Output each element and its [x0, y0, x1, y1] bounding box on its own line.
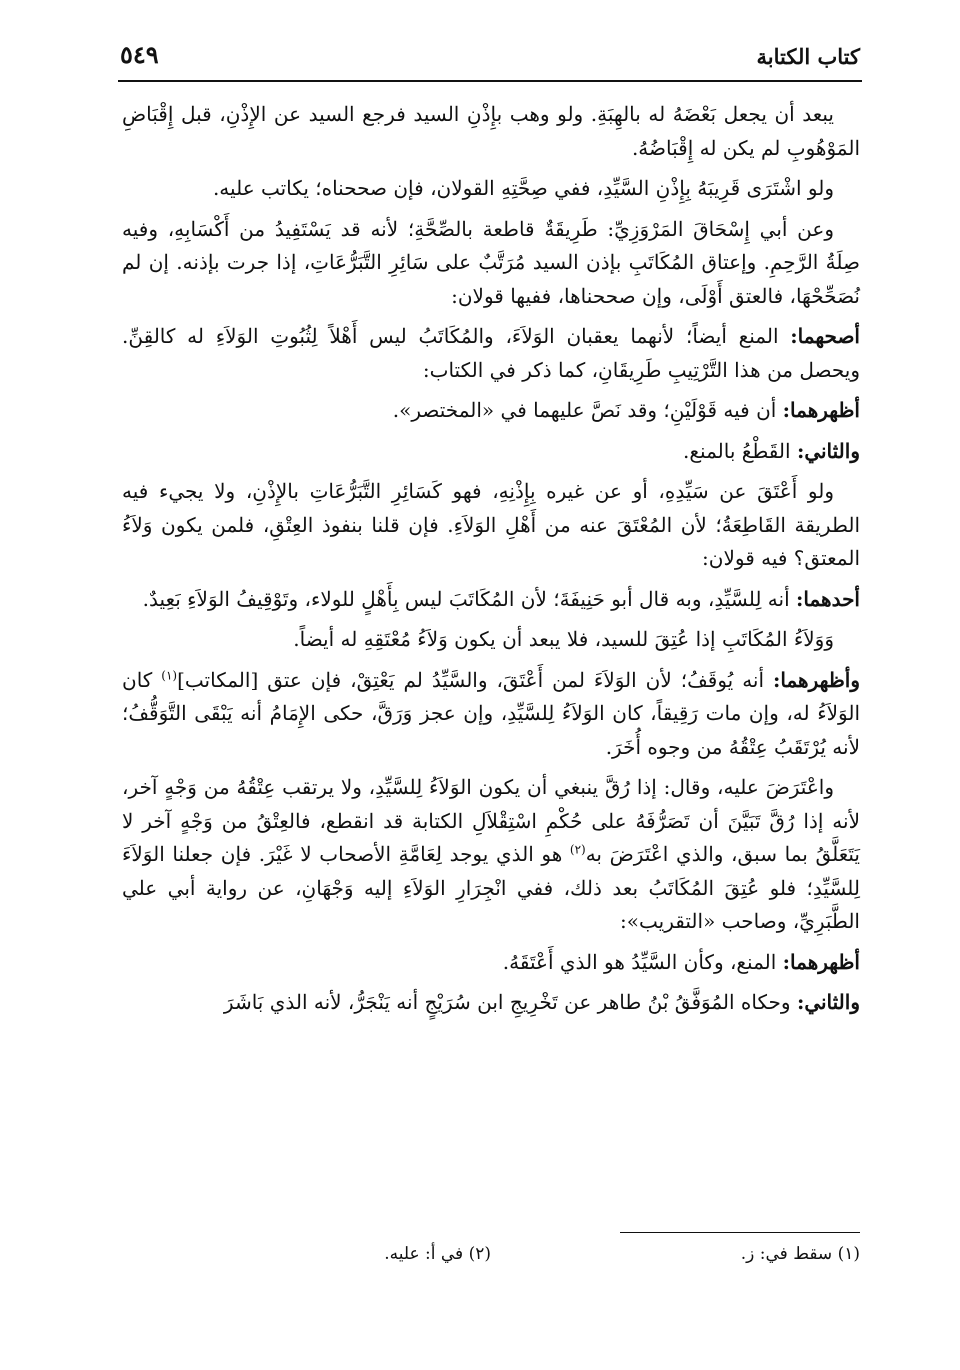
paragraph: [122, 98, 860, 165]
paragraph-text: يبعد أن يجعل بَعْضَهُ له بالهِبَةِ. ولو وهب بإِذْنِ السيد فرجع السيد عن الإِذْنِ، قبل إِقْبَاضِ المَوْهُوبِ لم يكن له إِقْبَاضُهُ.: [122, 102, 860, 160]
paragraph-text: كان الوَلاَءُ له، وإن مات رَقِيقاً، كان الوَلاَءُ لِلسَّيِّدِ، وإن عجز وَرَقَّ، حكى الإِمَامُ أنه يَبْقَى التَّوَقُّفُ؛ لأنه يُرْتَقَبُ عِتْقُهُ من وجوه أُخَرَ.: [122, 667, 860, 759]
paragraph-keyword: أظهرهما:: [782, 949, 860, 974]
paragraph-text: ولو أَعْتَقَ عن سَيِّدِهِ، أو عن غيره بِإِذْنِهِ، فهو كَسَائِرِ التَّبَرُّعَاتِ بالإِذْنِ، ولا يجيء فيه الطريقة القَاطِعَةُ؛ لأن المُعْتَقَ عنه من أَهْلِ الوَلاَءِ. فإن قلنا بنفوذ العِتْقِ، فلمن يكون وَلاَءُ المعتق؟ فيه قولان:: [122, 479, 860, 570]
paragraph-text: واعْتَرَضَ عليه، وقال: إذا رُقَّ ينبغي أن يكون الوَلاَءُ لِلسَّيِّدِ، ولا يرتقب عِتْقُهُ من وَجْهٍ آخر، لأنه إذا رُقَّ تَبَيَّنَ أن تَصَرُّفَهُ على حُكْمِ اسْتِقْلاَلِ الكتابة قد انقطع، فالعِتْقُ من وَجْهٍ آخر لا يَتَعَلَّقُ بما سبق، والذي اعْتَرَضَ به: [122, 775, 860, 866]
paragraph: [122, 583, 860, 617]
paragraph: [122, 771, 860, 939]
paragraph: [122, 986, 860, 1020]
body-text: [122, 98, 860, 1027]
paragraph-text: وعن أبي إِسْحَاقَ المَرْوَزِيِّ: طَرِيقَةٌ قاطعة بالصِّحَّةِ؛ لأنه قد يَسْتَفِيدُ من أَكْسَابِهِ، وفيه صِلَةُ الرَّحِمِ. وإعتاق المُكَاتَبِ بإذن السيد مُرَتَّبٌ على سَائِرِ التَّبَرُّعَاتِ، إذا جرت بإذنه. إن لم نُصَحِّحْهَا، فالعتق أَوْلَى، وإن صححناها، ففيها قولان:: [122, 216, 860, 308]
footnote-2: (٢) في أ: عليه.: [384, 1244, 491, 1264]
paragraph: [122, 623, 860, 657]
paragraph: [122, 435, 860, 469]
paragraph-keyword: أظهرهما:: [782, 398, 860, 422]
paragraph-text: القَطْعُ بالمنع.: [683, 438, 791, 463]
paragraph-text: وحكاه المُوَفَّقُ بْنُ طاهر عن تَخْرِيجِ ابن سُرَيْجٍ أنه يَنْجَرُّ، لأنه الذي بَاشَرَ: [223, 990, 791, 1014]
paragraph-keyword: والثاني:: [796, 438, 860, 463]
paragraph-text: وَوَلاَءُ المُكَاتَبِ إذا عُتِقَ للسيد، فلا يبعد أن يكون وَلاَءُ مُعْتَقِهِ له أيضاً.: [293, 627, 834, 651]
footnote-1: (١) سقط في: ز.: [740, 1244, 860, 1264]
paragraph: [122, 475, 860, 576]
paragraph-text: هو الذي يوجد لِعَامَّةِ الأصحاب لا غَيْرَ. فإن جعلنا الوَلاَءَ لِلسَّيِّدِ؛ فلو عُتِقَ المُكَاتَبُ بعد ذلك، ففي انْجِرَارِ الوَلاَءِ إليه وَجْهَانِ، عن رواية أبي علي الطَّبَرِيِّ، وصاحب «التقريب»:: [122, 842, 860, 933]
paragraph: [122, 213, 860, 314]
footnote-ref: (١): [161, 667, 178, 682]
paragraph-keyword: والثاني:: [796, 990, 860, 1014]
paragraph-keyword: أحدهما:: [795, 586, 860, 611]
paragraph-text: أنه لِلسَّيِّدِ، وبه قال أبو حَنِيفَةَ؛ لأن المُكَاتَبَ ليس بِأَهْلٍ للولاء، وتَوْقِيفُ الوَلاَءِ بَعِيدٌ.: [142, 586, 790, 611]
footnote-rule: [620, 1232, 860, 1233]
paragraph: [122, 394, 860, 428]
paragraph-text: ولو اشْتَرَى قَرِيبَهُ بِإِذْنِ السَّيِّدِ، ففي صِحَّتِهِ القولان، فإن صححناه؛ يكاتب عليه.: [212, 176, 834, 200]
header-rule: [118, 80, 862, 82]
paragraph: [122, 320, 860, 387]
paragraph-text: المنع أيضاً؛ لأنهما يعقبان الوَلاَءَ، والمُكَاتَبُ ليس أَهْلاً لِثُبُوتِ الوَلاَءِ له كالقِنِّ. ويحصل من هذا التَّرْتِيبِ طَرِيقَانِ، كما ذكر في الكتاب:: [122, 324, 860, 382]
paragraph: [122, 664, 860, 765]
paragraph: [122, 946, 860, 980]
paragraph-keyword: أصحهما:: [790, 324, 860, 348]
paragraph: [122, 172, 860, 206]
paragraph-text: المنع، وكأن السَّيِّدُ هو الذي أَعْتَقَهُ.: [502, 949, 777, 974]
page-number: ٥٤٩: [120, 40, 159, 69]
paragraph-text: أن فيه قَوْلَيْنِ؛ وقد نَصَّ عليهما في «المختصر».: [392, 398, 777, 422]
paragraph-keyword: وأظهرهما:: [773, 667, 860, 692]
running-header: [120, 40, 860, 76]
footnotes: [122, 1244, 860, 1264]
paragraph-text: أنه يُوقَفُ؛ لأن الوَلاَءَ لمن أَعْتَقَ، والسَّيِّدُ لم يَعْتِقْ، فإن عتق [المكاتب]: [177, 667, 765, 692]
footnote-ref: (٢): [569, 842, 586, 857]
chapter-title: كتاب الكتابة: [756, 44, 860, 69]
